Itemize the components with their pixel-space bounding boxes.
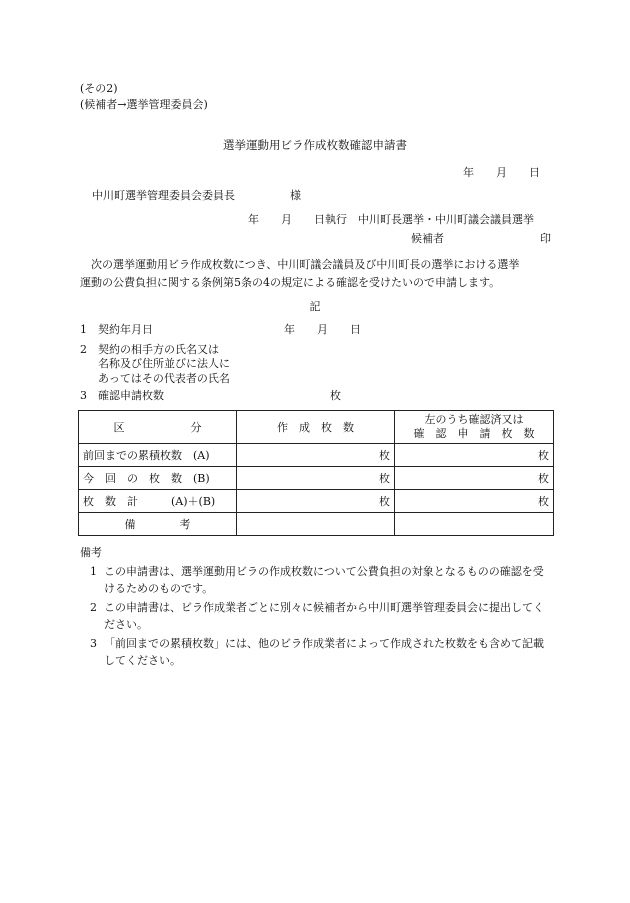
remark-item-3: [90, 635, 553, 669]
remark-item-1: [90, 563, 553, 597]
request-paragraph-line-2: 運動の公費負担に関する条例第5条の4の規定による確認を受けたいので申請します。: [80, 276, 501, 289]
remarks-cell[interactable]: [395, 513, 554, 536]
remark-text: この申請書は、選挙運動用ビラの作成枚数について公費負担の対象となるものの確認を受けるためのものです。: [104, 565, 544, 595]
remark-text: 「前回までの累積枚数」には、他のビラ作成業者によって作成された枚数をも含めて記載してください。: [104, 637, 544, 667]
item-contract-date: [80, 323, 153, 337]
requested-count-unit: 枚: [330, 389, 341, 402]
item-counterparty: [80, 343, 219, 357]
item-number: 1: [80, 323, 87, 336]
remark-number: 1: [90, 565, 97, 578]
table-row-remarks: [79, 513, 554, 536]
row-label: 前回までの累積枚数 (A): [79, 444, 237, 467]
table-row: [79, 444, 554, 467]
confirmed-count-cell[interactable]: 枚: [395, 490, 554, 513]
remarks-title: 備考: [80, 546, 102, 559]
count-table: [78, 410, 554, 536]
created-count-cell[interactable]: 枚: [237, 444, 395, 467]
seal-mark: 印: [540, 232, 551, 245]
application-date: 年 月 日: [463, 166, 540, 179]
row-label: 枚 数 計 (A)＋(B): [79, 490, 237, 513]
item-label: 契約年月日: [98, 323, 153, 336]
created-count-cell[interactable]: 枚: [237, 467, 395, 490]
item-number: 3: [80, 389, 87, 402]
row-label: 備 考: [79, 513, 237, 536]
header-created-count: 作 成 枚 数: [237, 411, 395, 444]
form-route: (候補者→選挙管理委員会): [80, 98, 208, 111]
remarks-cell[interactable]: [237, 513, 395, 536]
honorific: 様: [290, 189, 301, 202]
confirmed-count-cell[interactable]: 枚: [395, 444, 554, 467]
table-row: [79, 467, 554, 490]
election-line: 年 月 日執行 中川町長選挙・中川町議会議員選挙: [248, 213, 534, 226]
header-confirmed-count: [395, 411, 554, 444]
row-label: 今 回 の 枚 数 (B): [79, 467, 237, 490]
table-header-row: [79, 411, 554, 444]
item-requested-count: [80, 389, 164, 403]
request-paragraph-line-1: 次の選挙運動用ビラ作成枚数につき、中川町議会議員及び中川町長の選挙における選挙: [80, 258, 520, 271]
table-row: [79, 490, 554, 513]
addressee: 中川町選挙管理委員会委員長: [92, 189, 235, 202]
confirmed-count-cell[interactable]: 枚: [395, 467, 554, 490]
remark-item-2: [90, 599, 553, 633]
remark-text: この申請書は、ビラ作成業者ごとに別々に候補者から中川町選挙管理委員会に提出してください。: [104, 601, 544, 631]
item-label-line-3: あってはその代表者の氏名: [98, 372, 230, 385]
item-label-line-2: 名称及び住所並びに法人に: [98, 357, 230, 370]
remark-number: 2: [90, 601, 97, 614]
contract-date-value: 年 月 日: [284, 323, 361, 336]
item-number: 2: [80, 343, 87, 356]
header-confirmed-line-1: 左のうち確認済又は: [424, 413, 524, 426]
item-label: 確認申請枚数: [98, 389, 164, 402]
document-title: 選挙運動用ビラ作成枚数確認申請書: [223, 138, 407, 152]
remark-number: 3: [90, 637, 97, 650]
created-count-cell[interactable]: 枚: [237, 490, 395, 513]
candidate-label: 候補者: [411, 232, 444, 245]
ki-mark: 記: [309, 300, 321, 313]
form-number: (その2): [80, 82, 118, 95]
header-confirmed-line-2: 確 認 申 請 枚 数: [413, 427, 535, 440]
item-label-line-1: 契約の相手方の氏名又は: [98, 343, 219, 356]
header-category: 区 分: [79, 411, 237, 444]
